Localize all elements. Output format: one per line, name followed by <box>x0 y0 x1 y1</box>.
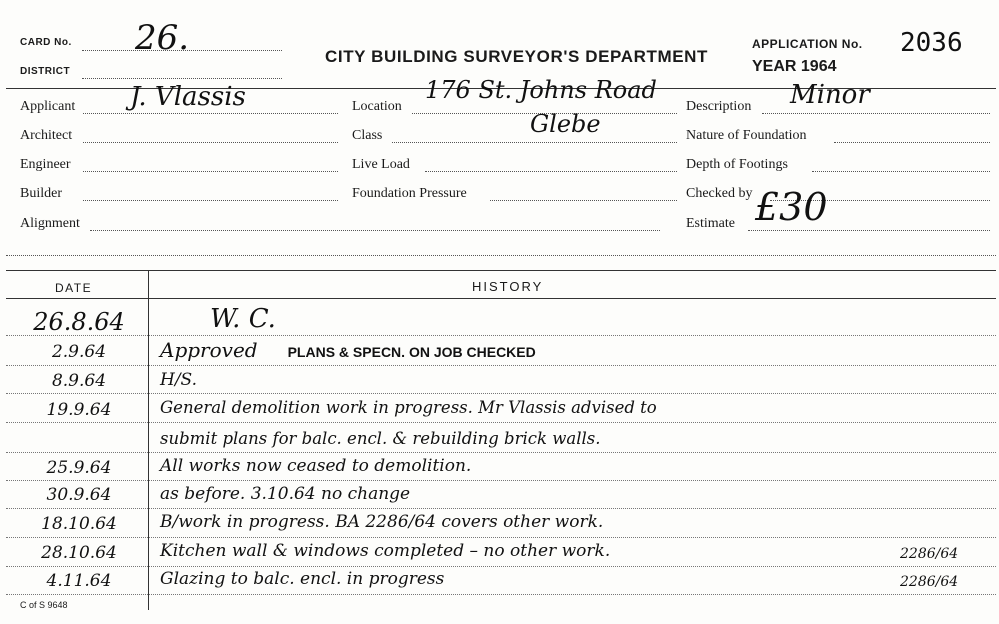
row-rule <box>6 452 996 453</box>
class-line <box>392 142 677 143</box>
location-value: 176 St. Johns Road <box>425 76 657 104</box>
district-line <box>82 78 282 79</box>
history-column-divider <box>148 270 149 610</box>
card-no-value: 26. <box>135 18 190 58</box>
description-line <box>762 113 990 114</box>
engineer-label: Engineer <box>20 157 71 172</box>
history-date: 25.9.64 <box>46 458 112 478</box>
date-column-header: DATE <box>55 281 93 295</box>
row-rule <box>6 594 996 595</box>
applicant-label: Applicant <box>20 99 76 114</box>
row-rule <box>6 566 996 567</box>
history-top-rule <box>6 270 996 271</box>
row-rule <box>6 365 996 366</box>
location-suburb-value: Glebe <box>530 110 601 138</box>
estimate-value: £30 <box>755 185 828 229</box>
description-value: Minor <box>790 80 870 110</box>
foundation-pressure-label: Foundation Pressure <box>352 186 467 201</box>
live-load-label: Live Load <box>352 157 410 172</box>
builder-label: Builder <box>20 186 62 201</box>
nature-of-foundation-label: Nature of Foundation <box>686 128 807 143</box>
history-date: 8.9.64 <box>51 371 107 391</box>
history-header-rule <box>6 298 996 299</box>
department-title: CITY BUILDING SURVEYOR'S DEPARTMENT <box>325 47 709 66</box>
history-entry-continued: submit plans for balc. encl. & rebuilding brick walls. <box>160 429 601 448</box>
history-entry: W. C. <box>210 304 276 334</box>
live-load-line <box>425 171 677 172</box>
history-date: 30.9.64 <box>46 485 112 505</box>
row-rule <box>6 537 996 538</box>
form-number: C of S 9648 <box>20 600 68 610</box>
description-label: Description <box>686 99 752 114</box>
alignment-label: Alignment <box>20 216 80 231</box>
applicant-line <box>83 113 338 114</box>
application-no-value: 2036 <box>900 28 963 58</box>
applicant-value: J. Vlassis <box>130 82 246 112</box>
history-entry: as before. 3.10.64 no change <box>160 484 411 504</box>
history-date: 28.10.64 <box>41 543 117 563</box>
year-label: YEAR 1964 <box>752 58 837 75</box>
history-date: 19.9.64 <box>46 400 112 420</box>
row-rule <box>6 422 996 423</box>
fields-bottom-line <box>6 255 996 256</box>
row-rule <box>6 335 996 336</box>
estimate-line <box>748 230 990 231</box>
foundation-pressure-line <box>490 200 677 201</box>
row-rule <box>6 393 996 394</box>
depth-of-footings-label: Depth of Footings <box>686 157 788 172</box>
depth-of-footings-line <box>812 171 990 172</box>
district-label: DISTRICT <box>20 66 71 77</box>
class-label: Class <box>352 128 383 143</box>
row-rule <box>6 480 996 481</box>
history-entry: H/S. <box>160 370 197 390</box>
card-no-label: CARD No. <box>20 37 72 48</box>
history-entry: All works now ceased to demolition. <box>160 456 472 476</box>
history-date: 18.10.64 <box>41 514 117 534</box>
history-date: 4.11.64 <box>46 571 112 591</box>
checked-by-label: Checked by <box>686 186 753 201</box>
history-entry-text: Approved <box>160 338 258 362</box>
builder-line <box>83 200 338 201</box>
estimate-label: Estimate <box>686 216 735 231</box>
history-column-header: HISTORY <box>472 279 544 294</box>
architect-label: Architect <box>20 128 73 143</box>
history-entry: B/work in progress. BA 2286/64 covers other work. <box>160 512 604 532</box>
history-date: 26.8.64 <box>33 308 125 336</box>
history-entry: Kitchen wall & windows completed – no other work. <box>160 541 611 561</box>
history-reference: 2286/64 <box>900 546 959 562</box>
row-rule <box>6 508 996 509</box>
history-entry <box>160 338 536 362</box>
application-no-label: APPLICATION No. <box>752 37 863 51</box>
history-entry: Glazing to balc. encl. in progress <box>160 569 445 589</box>
alignment-line <box>90 230 660 231</box>
history-date: 2.9.64 <box>51 342 107 362</box>
location-label: Location <box>352 99 402 114</box>
history-entry: General demolition work in progress. Mr Vlassis advised to <box>160 398 657 417</box>
architect-line <box>83 142 338 143</box>
nature-of-foundation-line <box>834 142 990 143</box>
plans-checked-stamp: PLANS & SPECN. ON JOB CHECKED <box>287 344 536 360</box>
engineer-line <box>83 171 338 172</box>
history-reference: 2286/64 <box>900 574 959 590</box>
